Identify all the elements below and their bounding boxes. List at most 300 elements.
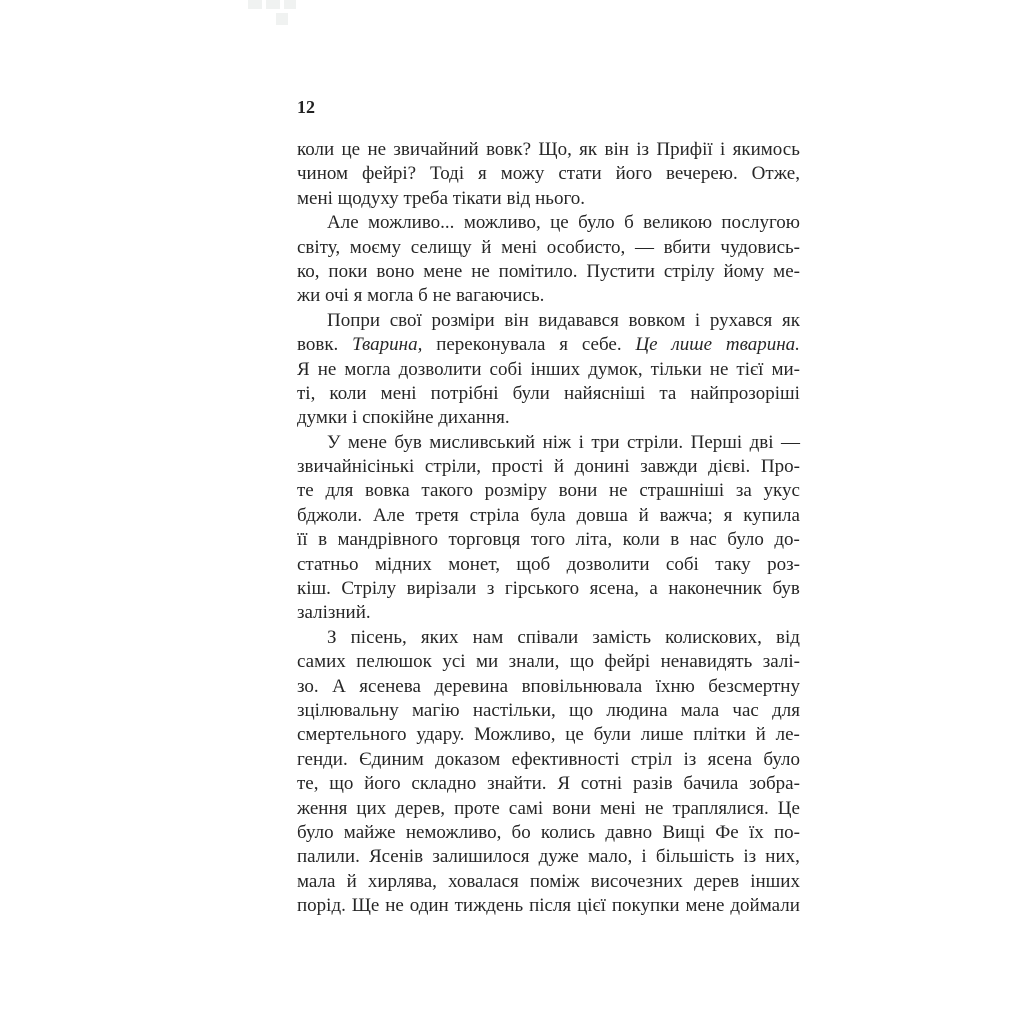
word: я <box>559 334 569 356</box>
word: удару. <box>416 724 465 746</box>
word: та <box>659 382 677 404</box>
word: фейрі <box>604 651 651 673</box>
word: мені <box>380 382 417 404</box>
paragraph-3 <box>297 309 800 431</box>
word: не <box>385 895 404 917</box>
word: людина <box>606 699 668 721</box>
word: їх <box>748 821 764 843</box>
word: співали <box>517 626 579 648</box>
word: його <box>615 163 653 185</box>
word: Попри <box>327 309 381 331</box>
word: складно <box>411 773 477 795</box>
word: донині <box>574 456 630 478</box>
word: купила <box>743 504 800 526</box>
word: в <box>318 529 328 551</box>
word: прості <box>491 456 544 478</box>
word: й <box>553 456 565 478</box>
word: Прифії <box>656 139 713 160</box>
word: Ясенів <box>368 846 424 868</box>
word: думки <box>297 407 348 429</box>
word: літа, <box>575 529 613 551</box>
word: смертельного <box>297 724 407 746</box>
word: пелюшок <box>356 651 432 673</box>
word: можу <box>500 163 545 185</box>
word: укус <box>763 480 800 502</box>
word: Я <box>297 358 310 380</box>
word: коли <box>297 139 335 160</box>
word: і <box>720 139 726 160</box>
text-line <box>297 650 800 674</box>
text-line <box>297 382 800 406</box>
word: були <box>593 724 631 746</box>
word: мисливський <box>429 431 536 453</box>
text-line <box>297 479 800 503</box>
word: кіш. <box>297 578 331 600</box>
word: магію <box>412 699 460 721</box>
word: очі <box>320 285 349 307</box>
word: Єдиним <box>359 748 424 770</box>
word: палили. <box>297 846 360 868</box>
word: Отже, <box>751 163 800 185</box>
word: пісень, <box>350 626 407 648</box>
word: ясена, <box>589 578 639 600</box>
word: стрілу <box>663 260 715 282</box>
word: б <box>413 285 428 307</box>
word: б <box>624 212 634 234</box>
word: було <box>578 212 615 234</box>
word: стріл <box>630 748 673 770</box>
word: не <box>609 480 628 502</box>
word: гірського <box>504 578 580 600</box>
word: Тварина, <box>352 334 423 356</box>
text-line <box>297 504 800 528</box>
word: роз- <box>767 553 800 575</box>
word: не <box>367 139 387 160</box>
word: коли <box>622 529 660 551</box>
word: себе. <box>581 334 622 356</box>
word: наконечник <box>668 578 762 600</box>
word: найясніші <box>563 382 646 404</box>
word: ясенева <box>359 675 421 697</box>
word: траплялися. <box>672 797 769 819</box>
word: думок, <box>588 358 643 380</box>
text-line <box>297 577 800 601</box>
word: страшніші <box>639 480 725 502</box>
word: сотні <box>580 773 623 795</box>
word: в <box>670 529 680 551</box>
word: з <box>486 578 495 600</box>
word: інших <box>750 870 800 892</box>
text-line <box>297 211 800 235</box>
word: стріли. <box>626 431 684 453</box>
word: могла <box>344 358 391 380</box>
word: дозволити <box>398 358 482 380</box>
word: воно <box>376 260 415 282</box>
word: він <box>604 139 629 160</box>
word: інших <box>530 358 581 380</box>
word: помітило. <box>498 260 578 282</box>
word: вбити <box>663 236 711 258</box>
word: переконувала <box>436 334 546 356</box>
word: тільки <box>650 358 702 380</box>
word: ті, <box>297 382 316 404</box>
word: він <box>504 309 529 331</box>
text-line <box>297 845 800 869</box>
text-line <box>297 236 800 260</box>
word: — <box>634 236 654 258</box>
word: нас <box>689 529 717 551</box>
word: було <box>727 529 764 551</box>
word: такого <box>421 480 473 502</box>
word: залишилося <box>432 846 530 868</box>
word: що <box>569 651 594 673</box>
word: могла <box>362 285 414 307</box>
word: самі <box>508 797 544 819</box>
word: й <box>638 504 649 526</box>
word: мала <box>680 699 720 721</box>
word: ко, <box>297 260 320 282</box>
word: тікати <box>448 187 502 209</box>
word: зцілювальну <box>297 699 399 721</box>
word: вовка <box>365 480 410 502</box>
word: її <box>297 529 308 551</box>
word: лише <box>640 724 684 746</box>
word: не <box>317 358 337 380</box>
word: і <box>578 431 584 453</box>
word: вагаючись. <box>451 285 545 307</box>
word: вовк. <box>297 334 339 356</box>
word: більшість <box>655 846 735 868</box>
word: моєму <box>349 236 401 258</box>
word: послугою <box>721 212 800 234</box>
word: не <box>644 797 664 819</box>
word: Тоді <box>430 163 465 185</box>
word: і <box>694 309 701 331</box>
word: У <box>327 431 341 453</box>
word: й <box>755 724 766 746</box>
word: ми <box>476 651 499 673</box>
word: дієві. <box>708 456 751 478</box>
word: ніж <box>542 431 572 453</box>
word: тиждень <box>454 895 524 917</box>
word: дихання. <box>433 407 510 429</box>
text-line <box>297 162 800 186</box>
word: мало, <box>588 846 633 868</box>
word: була <box>530 504 566 526</box>
text-line <box>297 553 800 577</box>
word: собі <box>665 553 699 575</box>
word: дерев <box>694 870 740 892</box>
text-line <box>297 333 800 357</box>
word: їхню <box>655 675 695 697</box>
word: разів <box>632 773 673 795</box>
word: його <box>364 773 401 795</box>
word: по- <box>773 821 800 843</box>
word: покупки <box>611 895 680 917</box>
word: фейрі? <box>361 163 417 185</box>
word: стати <box>558 163 602 185</box>
word: нього. <box>530 187 586 209</box>
word: Вищі <box>662 821 706 843</box>
scan-artifact <box>284 0 296 9</box>
word: — <box>781 431 800 453</box>
word: звичайнісінькі <box>297 456 415 478</box>
word: до- <box>774 529 800 551</box>
word: був <box>394 431 422 453</box>
word: коли <box>329 382 367 404</box>
word: три <box>591 431 620 453</box>
word: дуже <box>538 846 579 868</box>
word: колискових, <box>665 626 762 648</box>
word: Можливо, <box>474 724 556 746</box>
word: ненавидять <box>660 651 753 673</box>
word: можливо... <box>368 212 455 234</box>
paragraph-2 <box>297 211 800 309</box>
word: якимось <box>732 139 800 160</box>
word: завжди <box>640 456 698 478</box>
word: Це <box>777 797 800 819</box>
word: третя <box>415 504 459 526</box>
word: що <box>568 699 594 721</box>
text-line <box>297 894 800 918</box>
text-line <box>297 601 800 625</box>
word: Стрілу <box>341 578 397 600</box>
word: великою <box>643 212 713 234</box>
text-line <box>297 626 800 650</box>
word: бо <box>511 821 531 843</box>
word: мандрівного <box>337 529 438 551</box>
word: я <box>478 163 487 185</box>
scan-artifact <box>248 0 262 9</box>
word: дозволити <box>566 553 650 575</box>
text-line <box>297 870 800 894</box>
text-line <box>297 284 800 308</box>
word: ження <box>297 797 348 819</box>
text-line <box>297 431 800 455</box>
word: рухався <box>709 309 773 331</box>
word: деревина <box>434 675 509 697</box>
word: я <box>348 285 363 307</box>
text-line <box>297 821 800 845</box>
word: хирлява, <box>367 870 437 892</box>
word: щодуху <box>332 187 399 209</box>
word: мене <box>347 431 387 453</box>
word: настільки, <box>472 699 556 721</box>
word: мене <box>423 260 463 282</box>
word: можливо, <box>463 212 541 234</box>
word: вечерею. <box>666 163 738 185</box>
word: видавався <box>538 309 619 331</box>
word: залі- <box>762 651 800 673</box>
text-line <box>297 358 800 382</box>
word: це <box>550 212 569 234</box>
word: як <box>781 309 800 331</box>
word: ми- <box>771 358 800 380</box>
word: із <box>683 748 697 770</box>
word: свої <box>389 309 422 331</box>
word: й <box>346 870 357 892</box>
word: ефективності <box>511 748 620 770</box>
word: Це <box>635 334 658 356</box>
word: яких <box>420 626 459 648</box>
text-line <box>297 748 800 772</box>
word: із <box>743 846 757 868</box>
paragraph-4 <box>297 431 800 626</box>
word: й <box>481 236 492 258</box>
text-line <box>297 138 800 162</box>
text-line <box>297 699 800 723</box>
word: мені <box>501 236 538 258</box>
word: того <box>530 529 566 551</box>
word: залізний. <box>297 602 371 624</box>
word: проте <box>454 797 500 819</box>
word: мала <box>297 870 336 892</box>
word: таку <box>715 553 751 575</box>
word: ясена <box>707 748 753 770</box>
word: знали, <box>508 651 560 673</box>
scan-artifact <box>266 0 280 9</box>
word: Але <box>327 212 359 234</box>
word: треба <box>398 187 449 209</box>
text-line <box>297 309 800 333</box>
word: Що, <box>538 139 572 160</box>
word: найпрозоріші <box>690 382 800 404</box>
word: жи <box>297 285 321 307</box>
word: після <box>529 895 572 917</box>
word: особисто, <box>546 236 626 258</box>
word: зобра- <box>749 773 800 795</box>
word: було <box>297 821 334 843</box>
text-line <box>297 455 800 479</box>
paragraph-5 <box>297 626 800 919</box>
word: Перші <box>690 431 743 453</box>
text-line <box>297 772 800 796</box>
word: вирізали <box>406 578 477 600</box>
word: тієї <box>736 358 764 380</box>
scan-artifact <box>276 13 288 25</box>
word: бджоли. <box>297 504 363 526</box>
word: час <box>732 699 759 721</box>
word: генди. <box>297 748 348 770</box>
word: ме- <box>773 260 800 282</box>
word: вовк? <box>486 139 532 160</box>
word: світу, <box>297 236 341 258</box>
word: селищу <box>410 236 472 258</box>
word: майже <box>343 821 396 843</box>
word: собі <box>489 358 523 380</box>
word: чином <box>297 163 349 185</box>
word: поки <box>328 260 368 282</box>
word: цих <box>356 797 387 819</box>
word: мені <box>599 797 636 819</box>
word: монет, <box>448 553 500 575</box>
text-line <box>297 260 800 284</box>
text-line <box>297 406 800 430</box>
word: усі <box>442 651 466 673</box>
word: доказом <box>435 748 501 770</box>
word: щоб <box>516 553 551 575</box>
word: А <box>332 675 346 697</box>
word: це <box>341 139 361 160</box>
word: звичайний <box>393 139 479 160</box>
word: колись <box>540 821 596 843</box>
word: нам <box>472 626 504 648</box>
word: розміру <box>484 480 547 502</box>
word: були <box>512 382 550 404</box>
word: чудовись- <box>720 236 800 258</box>
word: вповільнювала <box>521 675 643 697</box>
word: це <box>565 724 584 746</box>
word: мені <box>297 187 333 209</box>
word: йому <box>723 260 765 282</box>
word: а <box>649 578 658 600</box>
word: не <box>471 260 490 282</box>
word: довша <box>576 504 628 526</box>
word: вони <box>552 797 591 819</box>
word: Про- <box>760 456 800 478</box>
body-text-block <box>297 138 800 919</box>
word: і <box>641 846 647 868</box>
word: я <box>723 504 733 526</box>
word: поміж <box>529 870 580 892</box>
word: як <box>579 139 598 160</box>
text-line <box>297 797 800 821</box>
text-line <box>297 187 800 211</box>
word: потрібні <box>430 382 499 404</box>
text-line <box>297 723 800 747</box>
word: стріла <box>469 504 520 526</box>
word: плітки <box>693 724 746 746</box>
text-line <box>297 675 800 699</box>
word: безсмертну <box>708 675 800 697</box>
word: лише <box>671 334 713 356</box>
word: давно <box>605 821 653 843</box>
paragraph-1 <box>297 138 800 211</box>
word: те <box>297 480 314 502</box>
word: для <box>772 699 800 721</box>
word: не <box>427 285 452 307</box>
word: стріли, <box>424 456 482 478</box>
text-line <box>297 528 800 552</box>
word: що <box>329 773 354 795</box>
word: із <box>636 139 650 160</box>
word: статньо <box>297 553 359 575</box>
word: мене <box>685 895 725 917</box>
word: неможливо, <box>405 821 502 843</box>
word: Пустити <box>586 260 655 282</box>
word: вовком <box>628 309 686 331</box>
word: ховалася <box>448 870 519 892</box>
page-number: 12 <box>297 97 315 117</box>
word: не <box>709 358 729 380</box>
word: торговця <box>448 529 521 551</box>
word: З <box>327 626 337 648</box>
word: Але <box>373 504 405 526</box>
word: дві <box>749 431 774 453</box>
word: Фе <box>715 821 739 843</box>
word: і <box>347 407 358 429</box>
word: них, <box>765 846 800 868</box>
word: вони <box>558 480 598 502</box>
word: Ще <box>351 895 380 917</box>
word: знайти. <box>487 773 547 795</box>
word: за <box>735 480 752 502</box>
word: бачила <box>683 773 739 795</box>
word: зо. <box>297 675 319 697</box>
word: від <box>501 187 531 209</box>
word: розміри <box>431 309 495 331</box>
word: те, <box>297 773 319 795</box>
